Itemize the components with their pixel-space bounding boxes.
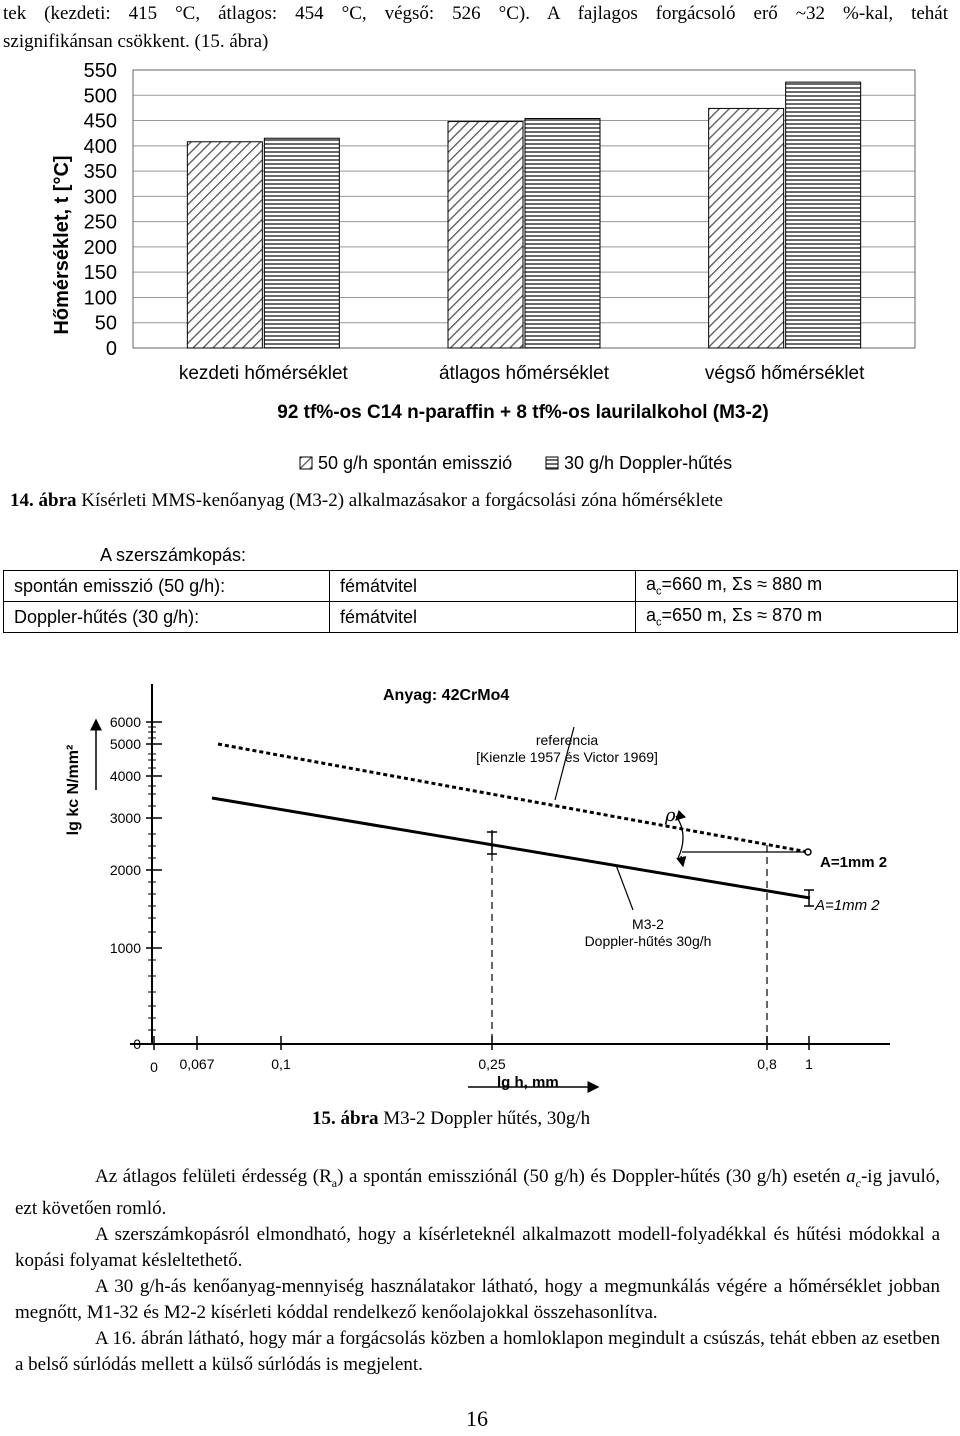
m3-2-label: M3-2	[632, 916, 664, 932]
paragraph-4: A 16. ábrán látható, hogy már a forgácsolás közben a homloklapon megindult a csúszás, tehát ebben az esetben a belső súrlódás mellett a külső súrlódás is megjelent.	[15, 1327, 940, 1375]
m3-2-sublabel: Doppler-hűtés 30g/h	[584, 933, 712, 949]
wear-type-2: fémátvitel	[330, 602, 636, 633]
y-tick-label: 100	[83, 287, 117, 310]
legend-swatch-horizontal	[546, 457, 558, 469]
y-tick-label: 0	[105, 338, 117, 360]
body-text	[15, 1164, 940, 1378]
y-tick-label: 5000	[109, 736, 141, 752]
bar	[786, 82, 861, 348]
y-axis-label: lg kc N/mm²	[65, 744, 82, 836]
category-label: végső hőmérséklet	[704, 363, 865, 384]
paragraph-1: Az átlagos felületi érdesség $(R_a)$ a spontán emissziónál (50 g/h) és Doppler-hűtés (30 g/h) esetén $a_c-ig$ javuló, ezt követően romló.	[15, 1166, 940, 1219]
x-tick-label: 0	[150, 1059, 158, 1075]
y-tick-label: 500	[83, 85, 117, 108]
table-row	[4, 602, 958, 633]
figure-15-text: M3-2 Doppler hűtés, 30g/h	[378, 1108, 591, 1129]
temperature-bar-chart	[0, 55, 960, 480]
y-tick-label: 0	[133, 1036, 141, 1052]
y-tick-label: 2000	[109, 862, 141, 878]
y-tick-labels	[110, 714, 162, 1052]
intro-text	[3, 0, 948, 56]
figure-15-label: 15. ábra	[312, 1108, 379, 1129]
category-label: kezdeti hőmérséklet	[178, 363, 348, 384]
legend-label-2: 30 g/h Doppler-hűtés	[564, 453, 733, 473]
wear-table	[3, 570, 958, 633]
bar	[709, 108, 784, 348]
chart-title: Anyag: 42CrMo4	[383, 687, 510, 704]
bar	[525, 119, 600, 348]
y-tick-label: 1000	[109, 940, 141, 956]
bar	[187, 142, 262, 348]
x-tick-label: 0,067	[179, 1056, 215, 1072]
bar	[264, 138, 339, 348]
wear-table-title: A szerszámkopás:	[100, 545, 247, 565]
y-tick-label: 4000	[109, 768, 141, 784]
wear-value-2: $a_c=650$ m, Σs ≈ 870 m	[636, 602, 958, 633]
y-tick-label: 550	[83, 60, 117, 82]
m3-2-line	[212, 798, 810, 898]
y-tick-label: 450	[83, 110, 117, 133]
area-label-2: A=1mm 2	[815, 897, 880, 914]
area-label-1: A=1mm 2	[820, 854, 888, 871]
intro-line-1: tek (kezdeti: 415 °C, átlagos: 454 °C, végső: 526 °C). A fajlagos forgácsoló erő ~32 %-kal, tehát	[3, 3, 948, 24]
bar	[448, 122, 523, 348]
kc-line-chart	[0, 670, 960, 1100]
y-tick-label: 250	[83, 211, 117, 234]
y-tick-label: 350	[83, 161, 117, 184]
y-tick-label: 3000	[109, 810, 141, 826]
paragraph-2: A szerszámkopásról elmondható, hogy a kísérleteknél alkalmazott modell-folyadékkal és hűtési módokkal a kopási folyamat késleltethető.	[15, 1223, 940, 1271]
x-tick-label: 0,1	[271, 1056, 291, 1072]
page-number: 16	[466, 1406, 488, 1431]
wear-name-2: Doppler-hűtés (30 g/h):	[4, 602, 330, 633]
figure-14-label: 14. ábra	[10, 490, 77, 511]
legend-swatch-diagonal	[300, 457, 312, 469]
intro-line-2: szignifikánsan csökkent. (15. ábra)	[3, 31, 269, 52]
x-tick-label: 0,25	[478, 1056, 506, 1072]
x-axis-label: lg h, mm	[497, 1074, 559, 1091]
wear-value-1: $a_c=660$ m, Σs ≈ 880 m	[636, 571, 958, 602]
x-tick-label: 1	[805, 1056, 813, 1072]
paragraph-3: A 30 g/h-ás kenőanyag-mennyiség használatakor látható, hogy a megmunkálás végére a hőmérséklet jobban megnőtt, M1-32 és M2-2 kísérleti kóddal rendelkező kenőolajokkal összehasonlítva.	[15, 1275, 940, 1323]
x-tick-labels	[150, 1036, 813, 1075]
y-tick-label: 150	[83, 262, 117, 285]
y-tick-label: 50	[94, 312, 117, 335]
x-tick-label: 0,8	[757, 1056, 777, 1072]
chart-legend	[300, 453, 732, 473]
y-tick-label: 300	[83, 186, 117, 209]
figure-14-caption	[10, 490, 723, 512]
figure-14-text: Kísérleti MMS-kenőanyag (M3-2) alkalmazásakor a forgácsolási zóna hőmérséklete	[76, 490, 723, 511]
y-tick-label: 6000	[109, 714, 141, 730]
legend-label-1: 50 g/h spontán emisszió	[318, 453, 513, 473]
wear-type-1: fémátvitel	[330, 571, 636, 602]
bars	[187, 82, 860, 348]
x-axis-label: 92 tf%-os C14 n-paraffin + 8 tf%-os laurilalkohol (M3-2)	[277, 402, 769, 423]
figure-15-caption	[312, 1108, 590, 1130]
table-row	[4, 571, 958, 602]
y-axis-label: Hőmérséklet, t [°C]	[51, 155, 73, 335]
category-labels	[179, 363, 865, 384]
category-label: átlagos hőmérséklet	[438, 363, 610, 384]
y-tick-label: 200	[83, 236, 117, 259]
rho-label: ρ	[665, 805, 676, 826]
wear-name-1: spontán emisszió (50 g/h):	[4, 571, 330, 602]
reference-source: [Kienzle 1957 és Victor 1969]	[476, 749, 658, 765]
y-tick-labels	[84, 60, 117, 360]
y-tick-label: 400	[83, 135, 117, 158]
reference-label: referencia	[535, 732, 599, 748]
